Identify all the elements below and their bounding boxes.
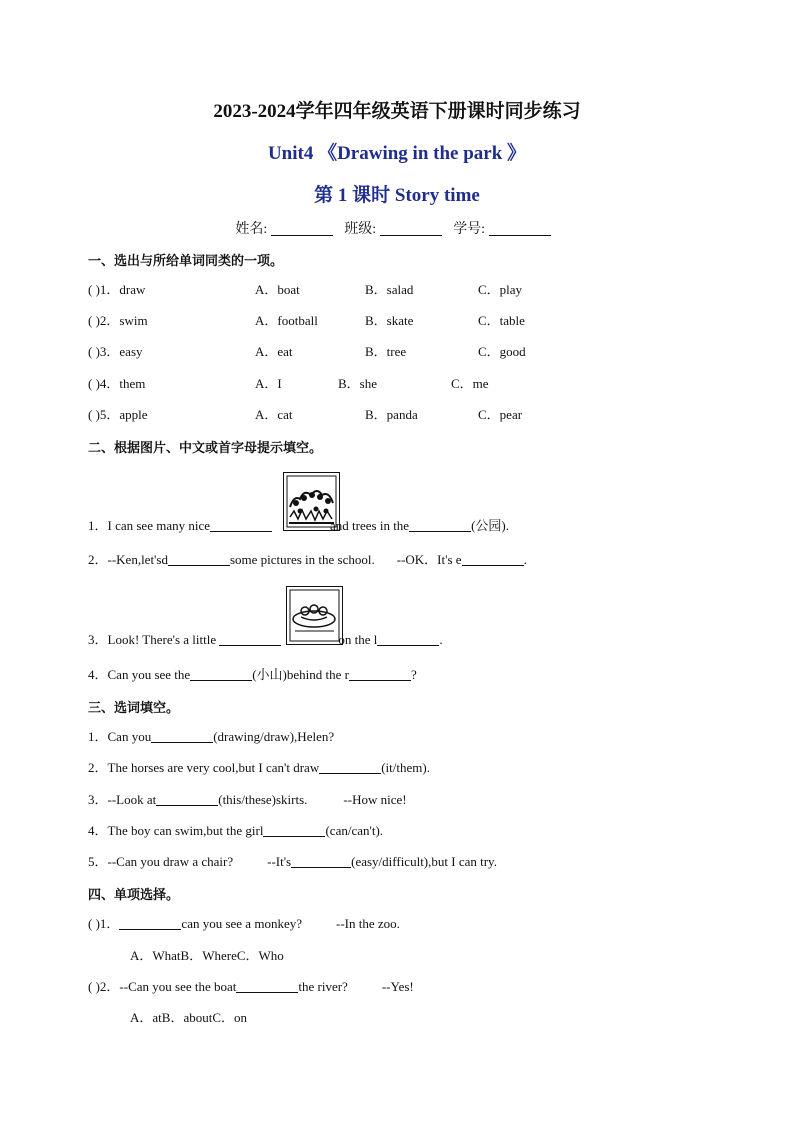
s1-q1-option-b: B．salad — [365, 282, 414, 297]
section1-heading: 一、选出与所给单词同类的一项。 — [88, 254, 284, 269]
s2-q3-blank-2[interactable] — [377, 632, 439, 646]
s3-question-2 — [88, 759, 430, 777]
s2-q3-text-2: on the l — [338, 632, 378, 647]
s3-question-4 — [88, 822, 383, 840]
section2-heading: 二、根据图片、中文或首字母提示填空。 — [88, 441, 323, 456]
s2-q2-text-1: 2．--Ken,let'sd — [88, 552, 168, 567]
s4-q2-options: A．atB．aboutC．on — [130, 1010, 247, 1025]
s2-q1-text-1: 1．I can see many nice — [88, 518, 211, 533]
s4-question-2 — [88, 978, 414, 996]
s2-question-4 — [88, 666, 417, 684]
s3-q5-text-3: (easy/difficult),but I can try. — [351, 854, 497, 869]
s4-q1-blank[interactable] — [119, 916, 181, 930]
s2-q4-text-3: ? — [410, 667, 417, 682]
s4-q1-text-2: --In the zoo. — [335, 916, 400, 931]
student-info — [0, 218, 794, 238]
s1-q2-option-a: A．football — [255, 313, 318, 328]
unit-title: Unit4 《Drawing in the park 》 — [267, 143, 527, 164]
s2-q1-blank-1[interactable] — [210, 518, 272, 532]
s3-q3-blank[interactable] — [156, 792, 218, 806]
s3-q3-text-3: --How nice! — [343, 792, 407, 807]
s3-q4-text-2: (can/can't). — [325, 823, 384, 838]
section3-heading: 三、选词填空。 — [88, 701, 180, 716]
s1-q2-stem: ( )2．swim — [88, 313, 148, 328]
s3-q2-text-2: (it/them). — [381, 760, 430, 775]
lesson-title: 第 1 课时 Story time — [314, 185, 480, 206]
s4-q2-text-1: ( )2．--Can you see the boat — [88, 979, 237, 994]
s1-q2-option-b: B．skate — [365, 313, 414, 328]
s4-q1-options: A．WhatB．WhereC．Who — [130, 948, 284, 963]
number-field[interactable] — [489, 221, 551, 236]
s2-q2-blank-2[interactable] — [462, 552, 524, 566]
s2-q2-text-2: some pictures in the school. — [229, 552, 375, 567]
s1-q5-option-c: C．pear — [478, 407, 523, 422]
s1-q1-option-c: C．play — [478, 282, 523, 297]
s1-q3-option-b: B．tree — [365, 344, 407, 359]
s3-q1-text-2: (drawing/draw),Helen? — [213, 729, 335, 744]
s4-question-1 — [88, 915, 400, 933]
s3-q5-blank[interactable] — [291, 854, 351, 868]
name-field[interactable] — [271, 221, 333, 236]
s3-q1-blank[interactable] — [151, 729, 213, 743]
s2-q3-blank-1[interactable] — [219, 632, 281, 646]
s2-q3-text-3: . — [439, 632, 443, 647]
s3-q5-text-2: --It's — [267, 854, 292, 869]
s1-q5-stem: ( )5．apple — [88, 407, 148, 422]
s3-question-1 — [88, 728, 334, 746]
s4-q2-text-2: the river? — [298, 979, 348, 994]
s1-q5-option-a: A．cat — [255, 407, 293, 422]
s3-q2-blank[interactable] — [319, 760, 381, 774]
s1-q2-option-c: C．table — [478, 313, 525, 328]
s2-q4-text-1: 4．Can you see the — [88, 667, 191, 682]
s4-q2-text-3: --Yes! — [381, 979, 414, 994]
s3-question-5 — [88, 853, 497, 871]
s2-q2-blank-1[interactable] — [168, 552, 230, 566]
s1-q3-option-a: A．eat — [255, 344, 293, 359]
class-label: 班级: — [344, 222, 377, 237]
s3-q1-text-1: 1．Can you — [88, 729, 152, 744]
s4-q2-blank[interactable] — [236, 979, 298, 993]
s1-q3-stem: ( )3．easy — [88, 344, 143, 359]
s1-q1-option-a: A．boat — [255, 282, 300, 297]
s2-q4-text-2: (小山)behind the r — [252, 667, 349, 682]
class-field[interactable] — [380, 221, 442, 236]
number-label: 学号: — [453, 222, 486, 237]
s2-question-1 — [88, 517, 509, 535]
section4-heading: 四、单项选择。 — [88, 888, 180, 903]
s1-q4-option-b: B．she — [338, 376, 378, 391]
s2-q4-blank-2[interactable] — [349, 667, 411, 681]
s3-q3-text-1: 3．--Look at — [88, 792, 157, 807]
s2-q2-text-3: --OK．It's e — [396, 552, 462, 567]
s2-question-2 — [88, 551, 527, 569]
worksheet-title: 2023-2024学年四年级英语下册课时同步练习 — [213, 101, 581, 122]
s3-q3-text-2: (this/these)skirts. — [218, 792, 308, 807]
s3-q2-text-1: 2．The horses are very cool,but I can't draw — [88, 760, 320, 775]
s1-q4-option-c: C．me — [451, 376, 489, 391]
s3-question-3 — [88, 791, 407, 809]
s3-q4-blank[interactable] — [263, 823, 325, 837]
s3-q4-text-1: 4．The boy can swim,but the girl — [88, 823, 264, 838]
s1-q3-option-c: C．good — [478, 344, 526, 359]
s4-q1-text-1: can you see a monkey? — [181, 916, 302, 931]
s3-q5-text-1: 5．--Can you draw a chair? — [88, 854, 234, 869]
s2-q1-text-2: and trees in the — [330, 518, 410, 533]
s2-question-3 — [88, 631, 443, 649]
s2-q1-blank-2[interactable] — [409, 518, 471, 532]
s1-q5-option-b: B．panda — [365, 407, 418, 422]
s2-q1-text-3: (公园). — [471, 518, 509, 533]
s4-q1-bracket: ( )1． — [88, 916, 120, 931]
s1-q4-stem: ( )4．them — [88, 376, 146, 391]
s2-q2-text-4: . — [523, 552, 527, 567]
s2-q4-blank-1[interactable] — [190, 667, 252, 681]
name-label: 姓名: — [235, 222, 268, 237]
s1-q1-stem: ( )1．draw — [88, 282, 146, 297]
s2-q3-text-1: 3．Look! There's a little — [88, 632, 217, 647]
s1-q4-option-a: A．I — [255, 376, 282, 391]
